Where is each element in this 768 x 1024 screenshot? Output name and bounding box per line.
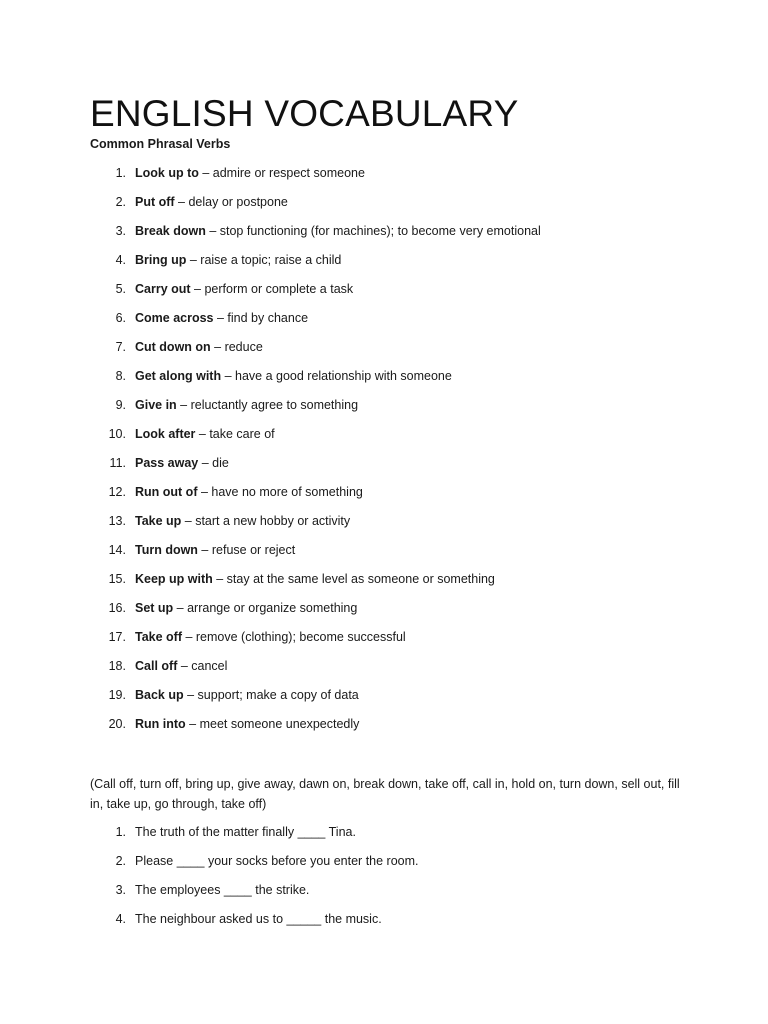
phrasal-verb-term: Put off xyxy=(135,195,175,209)
phrasal-verb-term: Take up xyxy=(135,514,182,528)
phrasal-verb-definition: – die xyxy=(198,456,229,470)
phrasal-verb-definition: – stop functioning (for machines); to become very emotional xyxy=(205,224,541,238)
phrasal-verb-definition: – admire or respect someone xyxy=(198,166,365,180)
phrasal-verb-definition: – reduce xyxy=(210,340,263,354)
phrasal-verb-definition: – refuse or reject xyxy=(197,543,296,557)
phrasal-verb-definition: – have no more of something xyxy=(197,485,363,499)
list-number: 13. xyxy=(108,514,126,528)
list-number: 19. xyxy=(108,688,126,702)
list-number: 7. xyxy=(115,340,126,354)
list-number: 4. xyxy=(115,912,126,926)
phrasal-verb-entry xyxy=(135,426,275,442)
list-number: 14. xyxy=(108,543,126,557)
page-title: ENGLISH VOCABULARY xyxy=(90,93,519,134)
phrasal-verb-term: Come across xyxy=(135,311,214,325)
list-number: 2. xyxy=(115,195,126,209)
phrasal-verb-definition: – raise a topic; raise a child xyxy=(186,253,342,267)
list-number: 17. xyxy=(108,630,126,644)
phrasal-verb-entry xyxy=(135,484,363,500)
phrasal-verb-entry xyxy=(135,658,227,674)
list-number: 16. xyxy=(108,601,126,615)
list-number: 4. xyxy=(115,253,126,267)
phrasal-verb-term: Turn down xyxy=(135,543,198,557)
list-number: 9. xyxy=(115,398,126,412)
phrasal-verb-term: Look after xyxy=(135,427,196,441)
list-number: 8. xyxy=(115,369,126,383)
list-number: 20. xyxy=(108,717,126,731)
phrasal-verb-term: Look up to xyxy=(135,166,199,180)
exercise-sentence: The neighbour asked us to _____ the music. xyxy=(135,912,382,926)
phrasal-verb-term: Take off xyxy=(135,630,182,644)
phrasal-verb-entry xyxy=(135,716,359,732)
phrasal-verb-term: Get along with xyxy=(135,369,222,383)
phrasal-verb-term: Carry out xyxy=(135,282,191,296)
phrasal-verb-term: Bring up xyxy=(135,253,187,267)
phrasal-verb-definition: – remove (clothing); become successful xyxy=(182,630,406,644)
phrasal-verb-entry xyxy=(135,455,229,471)
list-number: 12. xyxy=(108,485,126,499)
phrasal-verb-entry xyxy=(135,252,341,268)
phrasal-verb-entry xyxy=(135,281,353,297)
phrasal-verb-entry xyxy=(135,165,365,181)
list-number: 1. xyxy=(115,166,126,180)
phrasal-verb-entry xyxy=(135,310,308,326)
phrasal-verb-term: Back up xyxy=(135,688,184,702)
list-number: 10. xyxy=(108,427,126,441)
phrasal-verb-term: Pass away xyxy=(135,456,199,470)
list-number: 3. xyxy=(115,224,126,238)
phrasal-verb-term: Cut down on xyxy=(135,340,211,354)
list-number: 2. xyxy=(115,854,126,868)
exercise-sentence: Please ____ your socks before you enter the room. xyxy=(135,854,419,868)
phrasal-verb-entry xyxy=(135,513,350,529)
list-number: 5. xyxy=(115,282,126,296)
phrasal-verb-term: Run into xyxy=(135,717,186,731)
phrasal-verb-term: Set up xyxy=(135,601,174,615)
list-number: 3. xyxy=(115,883,126,897)
word-bank: (Call off, turn off, bring up, give away, dawn on, break down, take off, call in, hold on, turn down, sell out, fill in, take up, go through, take off) xyxy=(90,777,680,811)
phrasal-verb-entry xyxy=(135,571,495,587)
phrasal-verb-term: Run out of xyxy=(135,485,198,499)
phrasal-verb-entry xyxy=(135,600,357,616)
exercise-sentence: The truth of the matter finally ____ Tina. xyxy=(135,825,356,839)
section-subtitle: Common Phrasal Verbs xyxy=(90,137,231,151)
phrasal-verb-definition: – stay at the same level as someone or something xyxy=(212,572,495,586)
phrasal-verb-entry xyxy=(135,339,263,355)
phrasal-verb-definition: – support; make a copy of data xyxy=(183,688,359,702)
phrasal-verb-term: Keep up with xyxy=(135,572,213,586)
phrasal-verb-definition: – arrange or organize something xyxy=(173,601,358,615)
phrasal-verb-definition: – cancel xyxy=(177,659,228,673)
list-number: 15. xyxy=(108,572,126,586)
phrasal-verb-definition: – delay or postpone xyxy=(174,195,288,209)
phrasal-verb-definition: – start a new hobby or activity xyxy=(181,514,351,528)
phrasal-verb-entry xyxy=(135,687,359,703)
phrasal-verb-definition: – meet someone unexpectedly xyxy=(185,717,360,731)
list-number: 6. xyxy=(115,311,126,325)
phrasal-verb-definition: – perform or complete a task xyxy=(190,282,354,296)
list-number: 18. xyxy=(108,659,126,673)
list-number: 11. xyxy=(109,456,126,470)
phrasal-verb-entry xyxy=(135,194,288,210)
phrasal-verb-entry xyxy=(135,397,358,413)
phrasal-verb-definition: – reluctantly agree to something xyxy=(176,398,359,412)
phrasal-verb-term: Give in xyxy=(135,398,177,412)
phrasal-verb-term: Break down xyxy=(135,224,206,238)
phrasal-verb-definition: – find by chance xyxy=(213,311,309,325)
list-number: 1. xyxy=(115,825,126,839)
phrasal-verb-term: Call off xyxy=(135,659,178,673)
exercise-sentence: The employees ____ the strike. xyxy=(135,883,310,897)
phrasal-verb-definition: – take care of xyxy=(195,427,275,441)
phrasal-verb-entry xyxy=(135,223,541,239)
phrasal-verb-entry xyxy=(135,629,406,645)
phrasal-verb-entry xyxy=(135,542,295,558)
phrasal-verb-entry xyxy=(135,368,452,384)
phrasal-verb-definition: – have a good relationship with someone xyxy=(221,369,452,383)
